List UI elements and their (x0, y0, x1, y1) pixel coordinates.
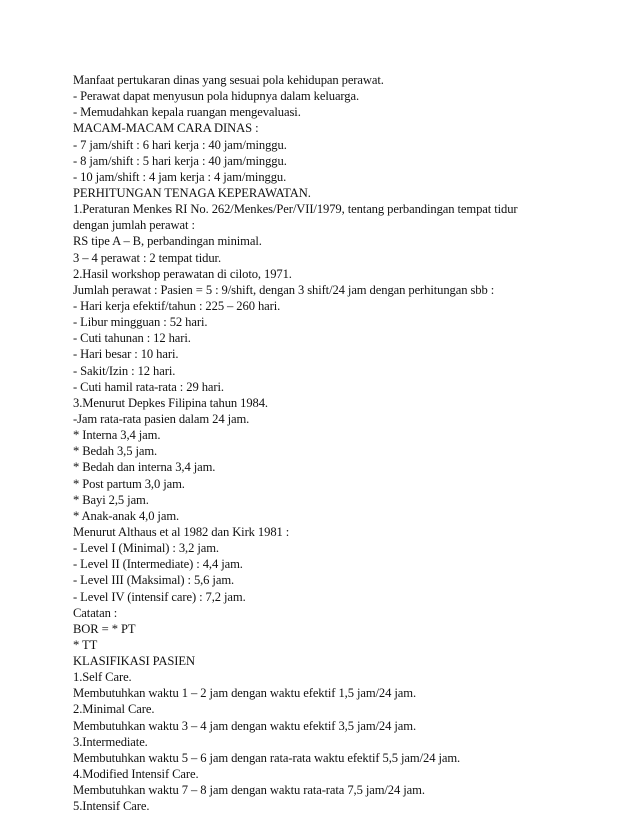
section-heading: MACAM-MACAM CARA DINAS : (73, 121, 259, 136)
text-line: 2.Minimal Care. (73, 702, 155, 717)
text-line: 3.Intermediate. (73, 734, 148, 749)
text-line: * Bedah 3,5 jam. (73, 444, 158, 459)
text-line: BOR = * PT (73, 621, 136, 636)
text-line: Membutuhkan waktu 3 – 4 jam dengan waktu efektif 3,5 jam/24 jam. (73, 718, 416, 733)
text-line: * Bayi 2,5 jam. (73, 492, 149, 507)
text-line: - Level IV (intensif care) : 7,2 jam. (73, 589, 246, 604)
text-line: Jumlah perawat : Pasien = 5 : 9/shift, dengan 3 shift/24 jam dengan perhitungan sbb : (73, 282, 495, 297)
text-line: Menurut Althaus et al 1982 dan Kirk 1981 : (73, 524, 290, 539)
text-line: Catatan : (73, 605, 118, 620)
text-line: * Bedah dan interna 3,4 jam. (73, 460, 216, 475)
text-line: - Hari kerja efektif/tahun : 225 – 260 hari. (73, 298, 281, 313)
text-line: 1.Self Care. (73, 670, 132, 685)
text-line: - 7 jam/shift : 6 hari kerja : 40 jam/minggu. (73, 137, 287, 152)
text-line: * TT (73, 637, 98, 652)
text-line: Membutuhkan waktu 5 – 6 jam dengan rata-rata waktu efektif 5,5 jam/24 jam. (73, 750, 461, 765)
text-line: dengan jumlah perawat : (73, 218, 195, 233)
text-line: Manfaat pertukaran dinas yang sesuai pola kehidupan perawat. (73, 73, 384, 87)
text-line: 5.Intensif Care. (73, 799, 150, 814)
text-line: 2.Hasil workshop perawatan di ciloto, 1971. (73, 266, 292, 281)
text-line: - Memudahkan kepala ruangan mengevaluasi. (73, 105, 301, 120)
text-line: * Post partum 3,0 jam. (73, 476, 185, 491)
section-heading: PERHITUNGAN TENAGA KEPERAWATAN. (73, 185, 311, 200)
text-line: RS tipe A – B, perbandingan minimal. (73, 234, 262, 249)
text-line: -Jam rata-rata pasien dalam 24 jam. (73, 411, 250, 426)
text-line: * Interna 3,4 jam. (73, 428, 161, 443)
text-line: 1.Peraturan Menkes RI No. 262/Menkes/Per/VII/1979, tentang perbandingan tempat tidur (73, 202, 518, 217)
text-line: - Level II (Intermediate) : 4,4 jam. (73, 557, 243, 572)
text-line: - 10 jam/shift : 4 jam kerja : 4 jam/minggu. (73, 169, 287, 184)
section-heading: KLASIFIKASI PASIEN (73, 654, 195, 669)
text-line: - Cuti hamil rata-rata : 29 hari. (73, 379, 224, 394)
text-line: - Perawat dapat menyusun pola hidupnya dalam keluarga. (73, 89, 360, 104)
text-line: 3.Menurut Depkes Filipina tahun 1984. (73, 395, 268, 410)
text-line: 3 – 4 perawat : 2 tempat tidur. (73, 250, 221, 265)
text-line: - Cuti tahunan : 12 hari. (73, 331, 191, 346)
text-line: Membutuhkan waktu 1 – 2 jam dengan waktu efektif 1,5 jam/24 jam. (73, 686, 416, 701)
text-line: * Anak-anak 4,0 jam. (73, 508, 180, 523)
text-line: - Level I (Minimal) : 3,2 jam. (73, 541, 219, 556)
text-line: - Level III (Maksimal) : 5,6 jam. (73, 573, 235, 588)
text-line: - Hari besar : 10 hari. (73, 347, 179, 362)
text-line: - 8 jam/shift : 5 hari kerja : 40 jam/minggu. (73, 153, 287, 168)
text-line: - Sakit/Izin : 12 hari. (73, 363, 176, 378)
document-page (73, 72, 573, 814)
text-line: - Libur mingguan : 52 hari. (73, 315, 208, 330)
text-line: Membutuhkan waktu 7 – 8 jam dengan waktu rata-rata 7,5 jam/24 jam. (73, 783, 425, 798)
text-line: 4.Modified Intensif Care. (73, 767, 199, 782)
